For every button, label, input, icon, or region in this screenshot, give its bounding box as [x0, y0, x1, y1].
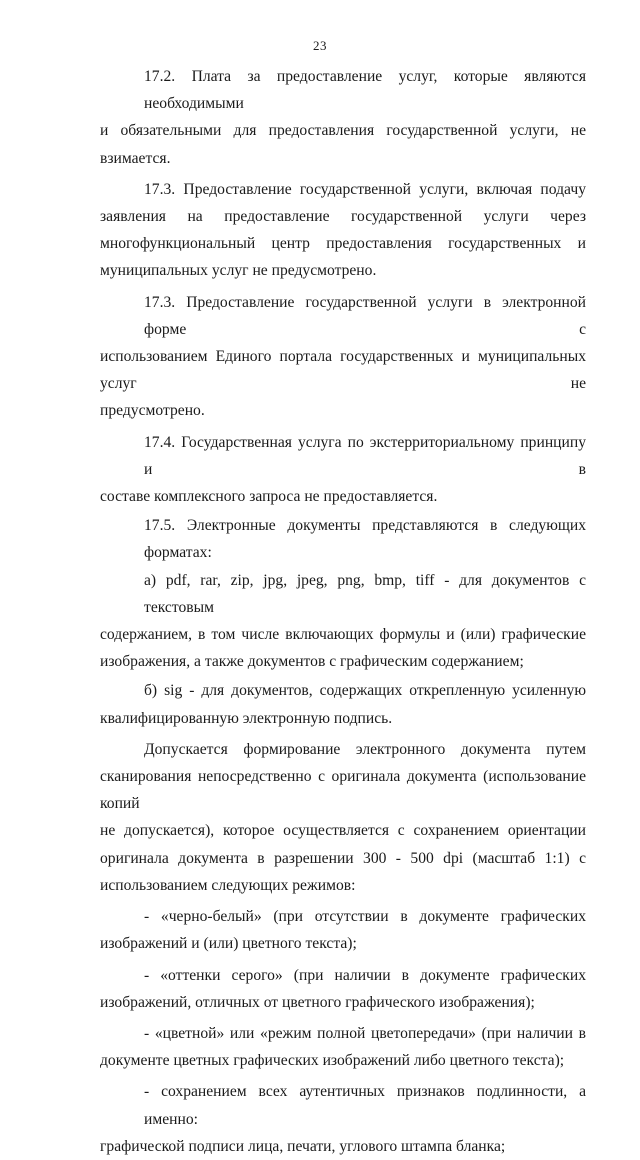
- text-line: Допускается формирование электронного документа путем: [144, 740, 586, 758]
- paragraph: [100, 736, 586, 899]
- text-line: - «черно-белый» (при отсутствии в документе графических: [144, 908, 586, 926]
- page-number: 23: [313, 38, 327, 53]
- text-line: использованием следующих режимов:: [100, 876, 356, 894]
- text-line: 17.5. Электронные документы представляются в следующих форматах:: [144, 517, 586, 562]
- document-body: [100, 63, 586, 1160]
- paragraph: [100, 429, 586, 511]
- paragraph: [100, 903, 586, 957]
- text-line: предусмотрено.: [100, 402, 205, 420]
- text-line: 17.2. Плата за предоставление услуг, которые являются необходимыми: [144, 68, 586, 113]
- text-line: заявления на предоставление государственной услуги через: [100, 208, 586, 226]
- text-line: и обязательными для предоставления государственной услуги, не взимается.: [100, 122, 586, 167]
- text-line: 17.4. Государственная услуга по экстерриториальному принципу и в: [144, 433, 586, 478]
- paragraph: [100, 567, 586, 676]
- text-line: квалифицированную электронную подпись.: [100, 709, 393, 727]
- text-line: б) sig - для документов, содержащих открепленную усиленную: [144, 682, 586, 700]
- text-line: - сохранением всех аутентичных признаков подлинности, а именно:: [144, 1083, 586, 1128]
- paragraph: [100, 512, 586, 566]
- text-line: оригинала документа в разрешении 300 - 500 dpi (масштаб 1:1) с: [100, 849, 586, 867]
- paragraph: [100, 677, 586, 731]
- text-line: - «оттенки серого» (при наличии в документе графических: [144, 966, 586, 984]
- paragraph: [100, 289, 586, 425]
- text-line: сканирования непосредственно с оригинала документа (использование копий: [100, 768, 586, 813]
- paragraph: [100, 1078, 586, 1160]
- text-line: изображения, а также документов с графическим содержанием;: [100, 653, 524, 671]
- paragraph: [100, 176, 586, 285]
- text-line: муниципальных услуг не предусмотрено.: [100, 262, 377, 280]
- paragraph: [100, 1020, 586, 1074]
- paragraph: [100, 962, 586, 1016]
- text-line: изображений, отличных от цветного графического изображения);: [100, 993, 535, 1011]
- paragraph: [100, 63, 586, 172]
- text-line: изображений и (или) цветного текста);: [100, 935, 357, 953]
- text-line: 17.3. Предоставление государственной услуги в электронной форме с: [144, 293, 586, 338]
- text-line: графической подписи лица, печати, углового штампа бланка;: [100, 1137, 506, 1155]
- text-line: содержанием, в том числе включающих формулы и (или) графические: [100, 626, 586, 644]
- text-line: документе цветных графических изображений либо цветного текста);: [100, 1052, 565, 1070]
- text-line: использованием Единого портала государственных и муниципальных услуг не: [100, 348, 586, 393]
- text-line: - «цветной» или «режим полной цветопередачи» (при наличии в: [144, 1024, 586, 1042]
- text-line: многофункциональный центр предоставления государственных и: [100, 235, 586, 253]
- text-line: составе комплексного запроса не предоставляется.: [100, 488, 438, 506]
- text-line: а) pdf, rar, zip, jpg, jpeg, png, bmp, tiff - для документов с текстовым: [144, 571, 586, 616]
- text-line: 17.3. Предоставление государственной услуги, включая подачу: [144, 180, 586, 198]
- text-line: не допускается), которое осуществляется с сохранением ориентации: [100, 822, 586, 840]
